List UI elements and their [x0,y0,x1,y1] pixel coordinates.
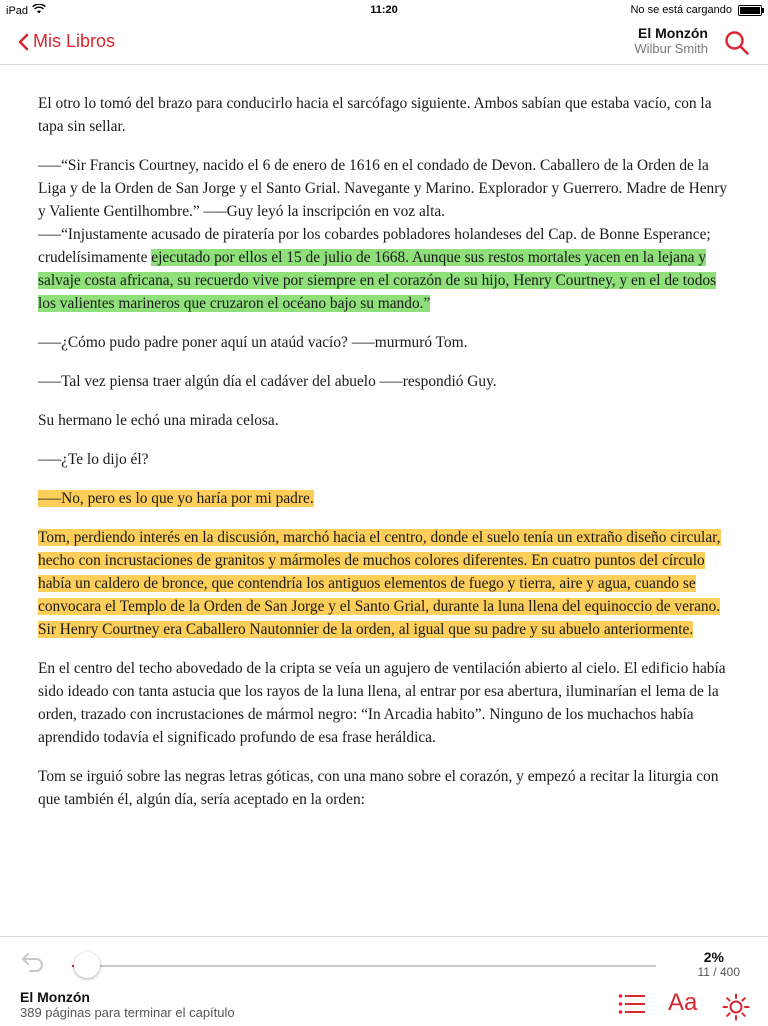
paragraph [38,487,732,510]
paragraph-text: –—“Sir Francis Courtney, nacido el 6 de enero de 1616 en el condado de Devon. Caballero de la Orden de la Liga y de la Orden de San Jorge y el Santo Grial. Navegante y Marino. Explorador y Guerrero. Madre de Henry y Valiente Gentilhombre.” –—Guy leyó la inscripción en voz alta. [38,157,728,220]
yellow-highlight[interactable]: Tom, perdiendo interés en la discusión, marchó hacia el centro, donde el suelo tenía un extraño diseño circular, hecho con incrustaciones de granitos y mármoles de muchos colores diferentes. En cuatro puntos del círculo había un caldero de bronce, que contendría los antiguos elementos de fuego y tierra, aire y agua, cuando se convocara el Templo de la Orden de San Jorge y el Santo Grial, durante la luna llena del equinoccio de verano. Sir Henry Courtney era Caballero Nautonnier de la orden, al igual que su padre y su abuelo anteriormente. [38,529,721,638]
paragraph: –—Tal vez piensa traer algún día el cadáver del abuelo –—respondió Guy. [38,373,497,390]
footer-book-title: El Monzón [20,989,90,1005]
charging-status: No se está cargando [630,4,732,16]
back-to-library-button[interactable] [18,31,115,52]
chevron-left-icon [18,33,29,51]
brightness-icon [722,993,750,1021]
paragraph [38,526,732,641]
progress-percent: 2% [703,949,724,965]
yellow-highlight[interactable]: –—No, pero es lo que yo haría por mi padre. [38,490,314,507]
paragraph-text: –—“Injustamente acusado de piratería por los cobardes pobladores holandeses del Cap. de Bonne Esperance; crudelísimamente [38,226,711,266]
green-highlight[interactable]: ejecutado por ellos el 15 de julio de 1668. Aunque sus restos mortales yacen en la lejana y salvaje costa africana, su recuerdo vive por siempre en el corazón de su hijo, Henry Courtney, y en el de todos los valientes marineros que cruzaron el océano bajo su mando.” [38,249,717,312]
toc-list-icon [618,993,646,1015]
table-of-contents-button[interactable] [618,993,646,1020]
clock: 11:20 [370,4,398,16]
search-button[interactable] [724,30,750,61]
back-label: Mis Libros [33,31,116,51]
battery-icon [738,5,762,16]
paragraph: Tom se irguió sobre las negras letras góticas, con una mano sobre el corazón, y empezó a recitar la liturgia con que también él, algún día, sería aceptado en la orden: [38,768,719,808]
book-header [634,25,708,56]
book-title: El Monzón [638,25,708,41]
chapter-remaining: 389 páginas para terminar el capítulo [20,1005,235,1020]
paragraph [38,154,732,315]
progress-thumb[interactable] [74,952,100,978]
font-settings-button[interactable] [668,989,697,1017]
search-icon [724,30,750,56]
book-page[interactable] [38,92,732,827]
device-label: iPad [6,4,29,17]
brightness-button[interactable] [722,993,750,1026]
font-aa-icon: Aa [668,989,698,1016]
progress-track[interactable] [72,965,656,967]
paragraph: –—¿Cómo pudo padre poner aquí un ataúd vacío? –—murmuró Tom. [38,334,468,351]
paragraph: –—¿Te lo dijo él? [38,451,149,468]
paragraph: Su hermano le echó una mirada celosa. [38,412,279,429]
undo-button[interactable] [20,951,46,978]
book-author: Wilbur Smith [634,41,708,56]
paragraph: En el centro del techo abovedado de la cripta se veía un agujero de ventilación abierto al cielo. El edificio había sido ideado con tanta astucia que los rayos de la luna llena, al entrar por esa abertura, iluminarían el lema de la orden, trazado con incrustaciones de mármol negro: “In Arcadia habito”. Ninguno de los muchachos había aprendido todavía el significado profundo de esa frase heráldica. [38,660,726,746]
navigation-bar [0,22,768,65]
paragraph: El otro lo tomó del brazo para conducirlo hacia el sarcófago siguiente. Ambos sabían que estaba vacío, con la tapa sin sellar. [38,95,712,135]
status-bar [0,0,768,22]
reader-footer [0,936,768,1025]
page-count: 11 / 400 [697,965,740,979]
undo-icon [20,951,46,973]
